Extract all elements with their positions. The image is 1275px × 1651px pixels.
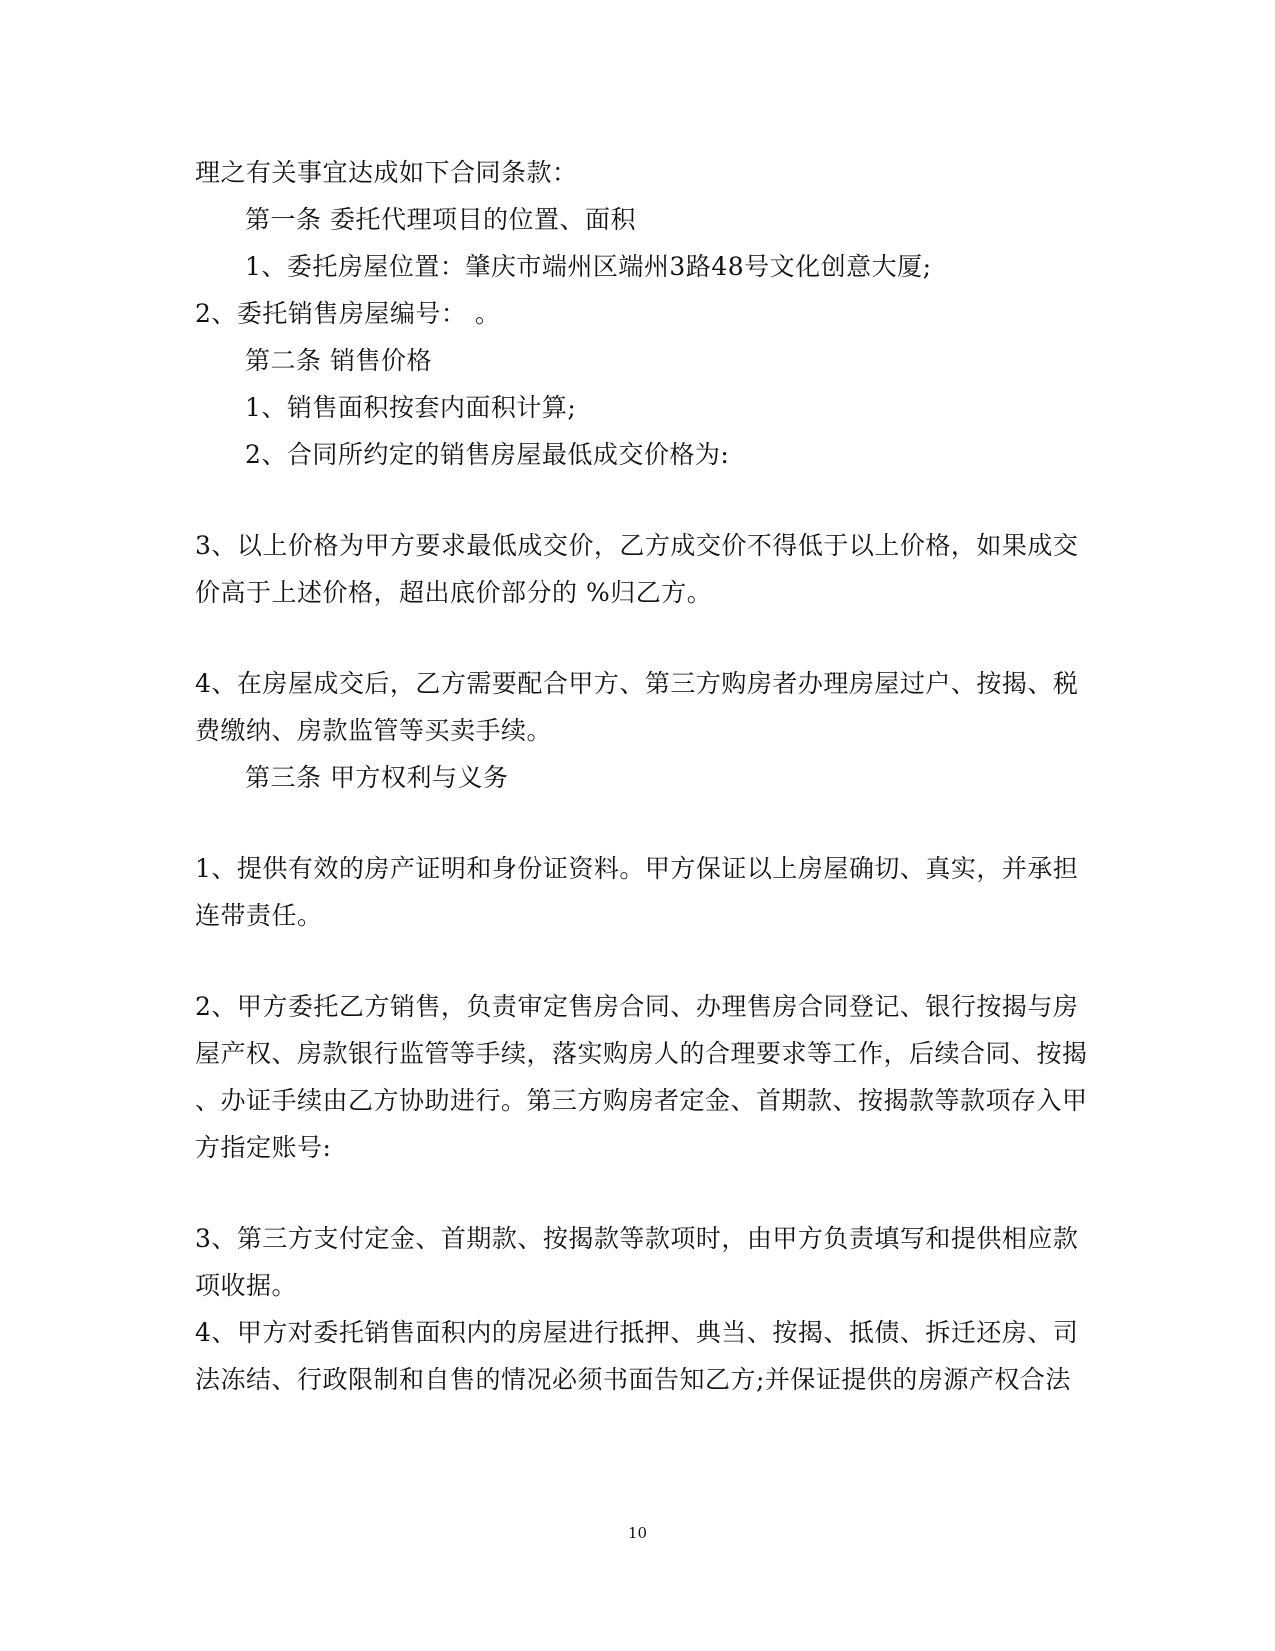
text-line: 方指定账号: xyxy=(195,1133,332,1162)
text-line: 1、提供有效的房产证明和身份证资料。甲方保证以上房屋确切、真实，并承担 xyxy=(195,854,1079,883)
text-line: 连带责任。 xyxy=(195,901,323,930)
article-heading: 第二条 销售价格 xyxy=(245,346,432,375)
text-line: 2、合同所约定的销售房屋最低成交价格为: xyxy=(245,440,730,469)
text-line: 3、以上价格为甲方要求最低成交价，乙方成交价不得低于以上价格，如果成交 xyxy=(195,531,1079,560)
page-number: 10 xyxy=(627,1524,648,1542)
text-line: 法冻结、行政限制和自售的情况必须书面告知乙方;并保证提供的房源产权合法 xyxy=(195,1365,1071,1394)
text-line: 理之有关事宜达成如下合同条款： xyxy=(195,158,578,187)
text-line: 1、委托房屋位置：肇庆市端州区端州3路48号文化创意大厦; xyxy=(245,252,932,281)
text-line: 4、在房屋成交后，乙方需要配合甲方、第三方购房者办理房屋过户、按揭、税 xyxy=(195,669,1079,698)
text-line: 3、第三方支付定金、首期款、按揭款等款项时，由甲方负责填写和提供相应款 xyxy=(195,1224,1079,1253)
text-line: 项收据。 xyxy=(195,1271,298,1300)
text-line: 1、销售面积按套内面积计算; xyxy=(245,393,577,422)
text-line: 屋产权、房款银行监管等手续，落实购房人的合理要求等工作，后续合同、按揭 xyxy=(195,1039,1088,1068)
text-line: 价高于上述价格，超出底价部分的 %归乙方。 xyxy=(195,578,713,607)
text-line: 2、委托销售房屋编号： 。 xyxy=(195,299,501,328)
text-line: 4、甲方对委托销售面积内的房屋进行抵押、典当、按揭、抵债、拆迁还房、司 xyxy=(195,1318,1079,1347)
text-line: 2、甲方委托乙方销售，负责审定售房合同、办理售房合同登记、银行按揭与房 xyxy=(195,992,1079,1021)
article-heading: 第三条 甲方权利与义务 xyxy=(245,763,509,792)
text-line: 、办证手续由乙方协助进行。第三方购房者定金、首期款、按揭款等款项存入甲 xyxy=(195,1086,1088,1115)
article-heading: 第一条 委托代理项目的位置、面积 xyxy=(245,205,636,234)
text-line: 费缴纳、房款监管等买卖手续。 xyxy=(195,716,553,745)
